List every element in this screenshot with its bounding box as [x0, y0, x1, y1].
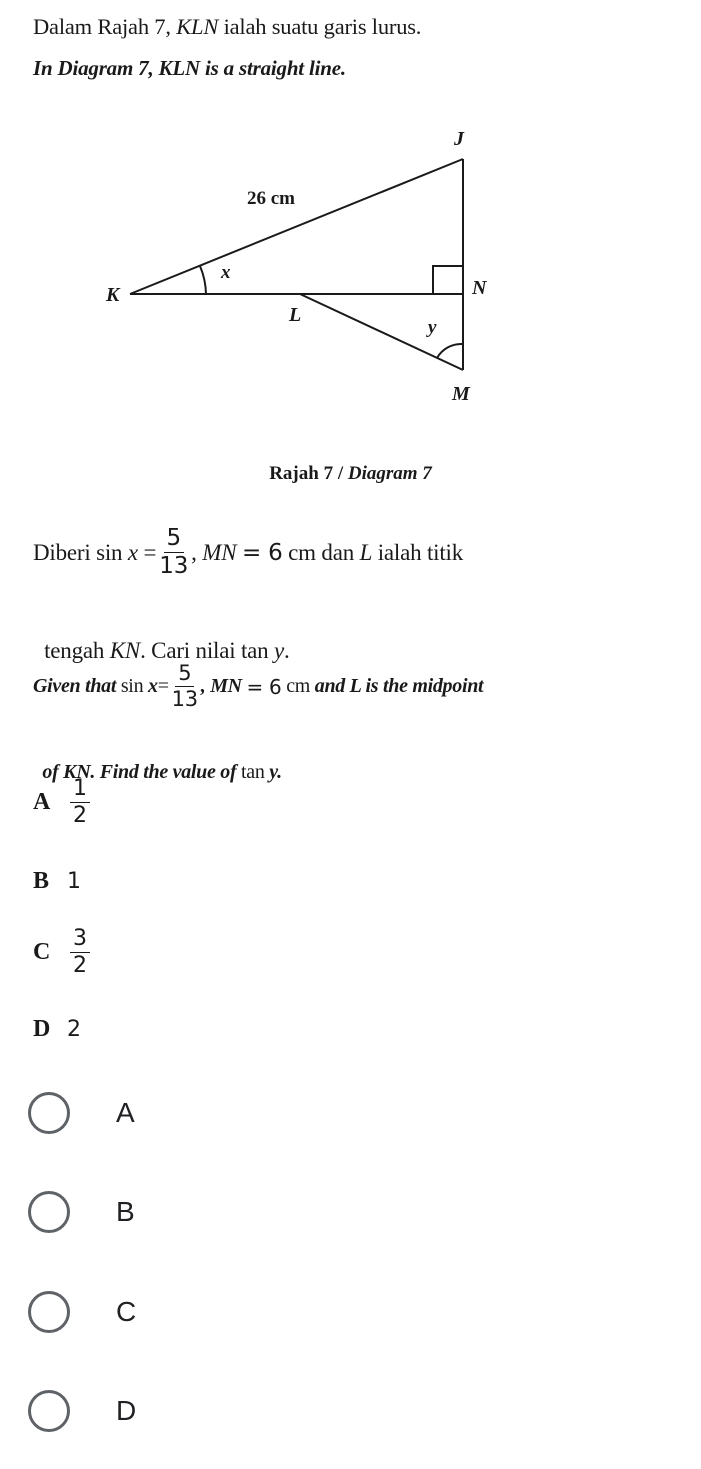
en-equals: = [157, 675, 169, 697]
caption-ms: Rajah 7 / [269, 463, 348, 484]
option-c-fraction [70, 928, 90, 977]
option-c-num: 3 [70, 928, 90, 953]
ms-fraction [159, 527, 188, 578]
en-line2-c: . [277, 761, 282, 783]
option-c [33, 928, 93, 977]
choice-d[interactable] [28, 1390, 136, 1432]
point-l-label: L [289, 304, 302, 326]
en-mn-value: = 6 [246, 674, 282, 699]
ms-unit: cm [288, 539, 316, 565]
choice-a[interactable] [28, 1092, 135, 1134]
angle-y-arc [437, 344, 463, 358]
radio-d-icon[interactable] [28, 1390, 70, 1432]
en-sin: sin [120, 675, 144, 697]
option-b-letter: B [33, 868, 50, 894]
question-title-ms [33, 14, 421, 40]
point-n-label: N [472, 277, 487, 299]
ms-sin: sin [96, 539, 123, 565]
en-frac-num: 5 [175, 663, 194, 687]
angle-y-label: y [428, 317, 437, 338]
point-m-label: M [452, 383, 470, 405]
line-kj [130, 159, 463, 294]
ms-and: dan [321, 539, 355, 565]
en-given: Given that [33, 675, 121, 697]
diagram-caption [0, 463, 701, 485]
question-title-en: In Diagram 7, KLN is a straight line. [33, 56, 346, 80]
option-d [33, 1016, 81, 1043]
ms-rest1: ialah titik [377, 539, 464, 565]
option-a-num: 1 [70, 778, 90, 803]
question-body-en-line1 [33, 663, 483, 710]
angle-x-arc [200, 266, 206, 294]
radio-a-icon[interactable] [28, 1092, 70, 1134]
en-unit: cm [286, 675, 311, 697]
ms-line2-c: . [284, 638, 290, 663]
side-kj-label: 26 cm [247, 188, 296, 209]
question-body-ms-line1 [33, 527, 463, 578]
ms-mn: MN [202, 539, 237, 565]
right-angle-marker [433, 266, 463, 294]
title-ms-var: KLN [176, 14, 219, 39]
en-comma: , [200, 675, 206, 697]
option-b [33, 868, 81, 895]
option-c-den: 2 [73, 953, 87, 978]
ms-mn-value: = 6 [241, 539, 283, 566]
en-fraction [172, 663, 198, 710]
option-c-letter: C [33, 939, 51, 965]
en-x: x [147, 675, 158, 697]
ms-line2-b: . Cari nilai tan [140, 638, 275, 663]
option-a [33, 778, 93, 827]
line-lm [300, 294, 463, 370]
option-d-letter: D [33, 1016, 51, 1042]
en-y: y [269, 761, 278, 783]
option-d-value: 2 [67, 1017, 81, 1042]
en-mn: MN [210, 675, 242, 697]
ms-comma: , [191, 539, 197, 565]
option-b-value: 1 [67, 869, 81, 894]
ms-line2-a: tengah [44, 638, 110, 663]
choice-b[interactable] [28, 1191, 135, 1233]
en-frac-den: 13 [171, 687, 198, 711]
en-rest1: and L is the midpoint [314, 675, 484, 697]
en-tan: tan [241, 761, 265, 783]
angle-x-label: x [221, 262, 231, 283]
choice-d-label[interactable]: D [116, 1395, 137, 1426]
point-j-label: J [454, 128, 464, 150]
ms-frac-num: 5 [164, 527, 184, 553]
choice-c[interactable] [28, 1291, 136, 1333]
caption-en: Diagram 7 [347, 463, 432, 484]
ms-equals: = [143, 539, 157, 565]
ms-kn: KN [109, 638, 141, 663]
title-ms-prefix: Dalam Rajah 7, [33, 14, 177, 39]
ms-given: Diberi [33, 539, 97, 565]
option-a-fraction [70, 778, 90, 827]
ms-l: L [359, 539, 373, 565]
choice-a-label[interactable]: A [116, 1097, 135, 1128]
en-line2-a: of KN. Find the value of [42, 761, 242, 783]
choice-b-label[interactable]: B [116, 1196, 135, 1227]
option-a-letter: A [33, 789, 51, 815]
ms-frac-den: 13 [159, 553, 189, 579]
ms-x: x [127, 539, 138, 565]
radio-b-icon[interactable] [28, 1191, 70, 1233]
question-body-ms-line2 [33, 612, 290, 664]
title-ms-suffix: ialah suatu garis lurus. [218, 14, 422, 39]
radio-c-icon[interactable] [28, 1291, 70, 1333]
option-a-den: 2 [73, 803, 87, 828]
ms-y: y [274, 638, 285, 663]
choice-c-label[interactable]: C [116, 1296, 137, 1327]
point-k-label: K [106, 284, 120, 306]
triangle-diagram [100, 118, 520, 418]
